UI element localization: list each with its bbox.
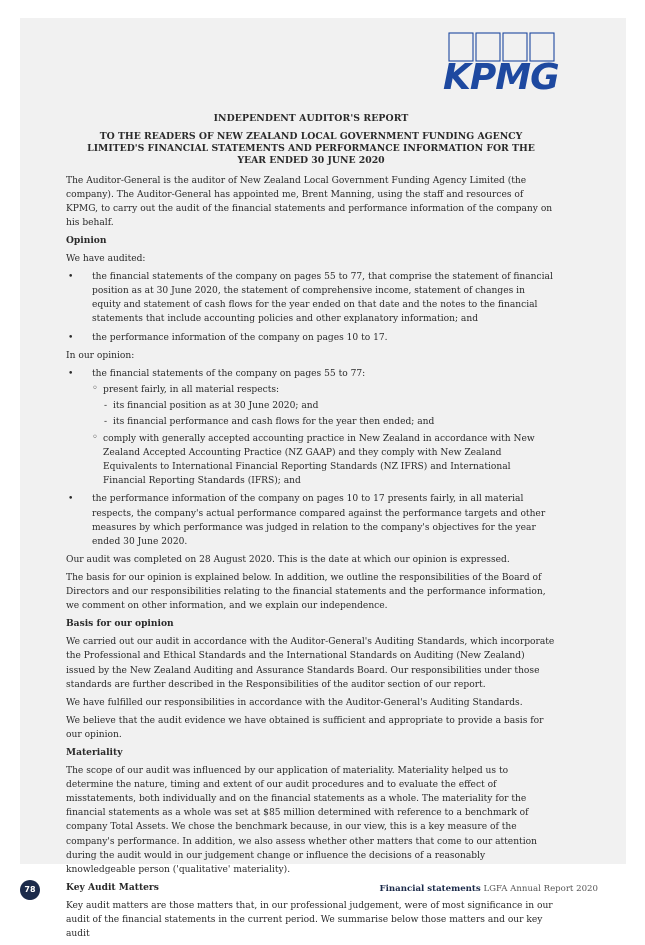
section-heading-opinion: Opinion [66, 234, 107, 246]
present-fairly: present fairly, in all material respects: [103, 384, 280, 395]
basis-paragraph: We believe that the audit evidence we have obtained is sufficient and appropriate to provide a basis for our opinion. [66, 715, 544, 740]
kpmg-logo [431, 27, 561, 97]
section-heading-kam: Key Audit Matters [66, 881, 159, 893]
opinion-sublist [92, 383, 556, 489]
list-item: • the performance information of the company on pages 10 to 17. [66, 331, 556, 345]
section-heading-materiality: Materiality [66, 746, 123, 758]
list-item [92, 383, 556, 429]
list-item: • the performance information of the company on pages 10 to 17 presents fairly, in all material respects, the company's actual performance compared against the performance targets and other measures by which performance was judged in relation to the company's objectives for the year ended 30 June 2020. [66, 492, 556, 548]
present-fairly-list [103, 399, 556, 429]
basis-paragraph: We carried out our audit in accordance with the Auditor-General's Auditing Standards, which incorporate the Professional and Ethical Standards and the International Standards on Auditing (New Zealand) issued by the New Zealand Auditing and Assurance Standards Board. Our responsibilities under those standards are further described in the Responsibilities of the auditor section of our report. [66, 637, 555, 690]
list-item: - its financial performance and cash flows for the year then ended; and [103, 415, 556, 429]
kpmg-logo-text: KPMG [443, 57, 559, 97]
footer-publication: LGFA Annual Report 2020 [483, 884, 598, 894]
basis-paragraph: We have fulfilled our responsibilities in accordance with the Auditor-General's Auditing Standards. [66, 697, 523, 708]
basis-explained: The basis for our opinion is explained below. In addition, we outline the responsibilities of the Board of Directors and our responsibilities relating to the financial statements and the performance information, we comment on other information, and we explain our independence. [66, 572, 546, 612]
report-subtitle: TO THE READERS OF NEW ZEALAND LOCAL GOVERNMENT FUNDING AGENCY LIMITED'S FINANCIAL STATEMENTS AND PERFORMANCE INFORMATION FOR THE YEAR ENDED 30 JUNE 2020 [87, 131, 535, 167]
list-item: ◦ comply with generally accepted accounting practice in New Zealand in accordance with New Zealand Accepted Accounting Practice (NZ GAAP) and they comply with New Zealand Equivalents to International Financial Reporting Standards (NZ IFRS) and International Financial Reporting Standards (IFRS); and [92, 432, 556, 488]
opinion-item-financial: the financial statements of the company on pages 55 to 77: [92, 368, 366, 379]
kam-paragraph: Key audit matters are those matters that, in our professional judgement, were of most significance in our audit of the financial statements in the current period. We summarise below those matters and our key audit [66, 900, 553, 940]
report-title: INDEPENDENT AUDITOR'S REPORT [213, 113, 409, 124]
list-item: • the financial statements of the company on pages 55 to 77, that comprise the statement of financial position as at 30 June 2020, the statement of comprehensive income, statement of changes in equity and statement of cash flows for the year ended on that date and the notes to the financial statements that include accounting policies and other explanatory information; and [66, 270, 556, 326]
list-item: - its financial position as at 30 June 2020; and [103, 399, 556, 413]
audit-completed: Our audit was completed on 28 August 2020. This is the date at which our opinion is expressed. [66, 554, 510, 565]
audited-intro: We have audited: [66, 254, 146, 265]
materiality-paragraph: The scope of our audit was influenced by our application of materiality. Materiality helped us to determine the nature, timing and extent of our audit procedures and to evaluate the effect of misstatements, both individually and on the financial statements as a whole. The materiality for the financial statements as a whole was set at $85 million determined with reference to a benchmark of company Total Assets. We chose the benchmark because, in our view, this is a key measure of the company's performance. In addition, we also assess whether other matters that come to our attention during the audit would in our judgement change or influence the decisions of a reasonably knowledgeable person ('qualitative' materiality). [66, 766, 537, 875]
intro-paragraph: The Auditor-General is the auditor of New Zealand Local Government Funding Agency Limited (the company). The Auditor-General has appointed me, Brent Manning, using the staff and resources of KPMG, to carry out the audit of the financial statements and performance information of the company on his behalf. [66, 175, 553, 228]
opinion-list [66, 367, 556, 549]
page-footer [20, 880, 626, 902]
in-our-opinion: In our opinion: [66, 350, 135, 361]
footer-text [380, 884, 598, 894]
auditor-report [66, 113, 556, 945]
list-item [66, 367, 556, 489]
section-heading-basis: Basis for our opinion [66, 618, 174, 630]
audited-list [66, 270, 556, 344]
page-number: 78 [20, 880, 40, 900]
footer-section: Financial statements [379, 884, 481, 894]
